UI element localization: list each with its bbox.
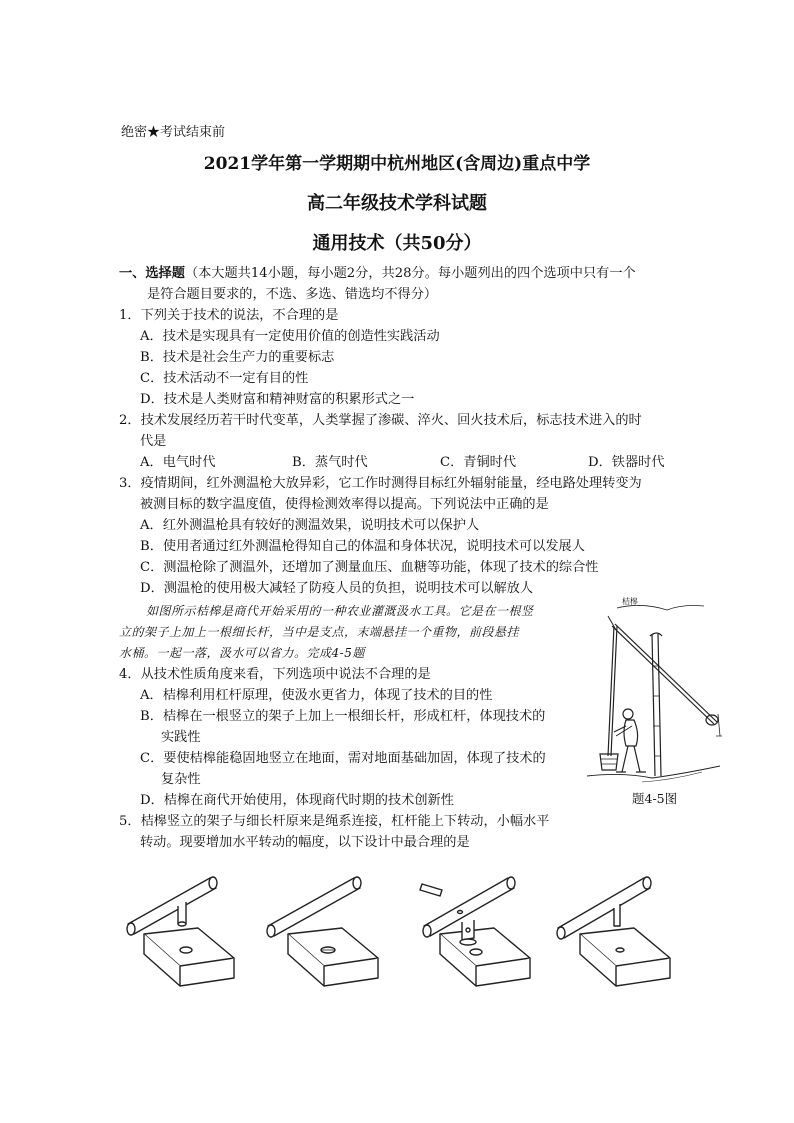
intro-line1: 如图所示桔槔是商代开始采用的一种农业灌溉汲水工具。它是在一根竖 (146, 604, 534, 618)
design-option-d-drawing (552, 870, 682, 1010)
section-title: 通用技术（共50分） (312, 233, 482, 254)
section1-label: 一、选择题 (119, 266, 185, 281)
q1-stem: 1．下列关于技术的说法，不合理的是 (119, 308, 339, 323)
q1-option-b: B．技术是社会生产力的重要标志 (140, 350, 335, 365)
q5-stem-b: 转动。现要增加水平转动的幅度，以下设计中最合理的是 (140, 835, 470, 850)
q2-option-b: B．蒸气时代 (292, 455, 368, 470)
q4-option-b-b: 实践性 (161, 730, 201, 745)
figure-label: 桔槔 (622, 597, 638, 606)
q4-stem: 4．从技术性质角度来看，下列选项中说法不合理的是 (119, 667, 431, 682)
q4-option-c-b: 复杂性 (161, 772, 201, 787)
exam-title: 2021学年第一学期期中杭州地区(含周边)重点中学 (203, 154, 591, 174)
q3-option-d: D．测温枪的使用极大减轻了防疫人员的负担，说明技术可以解放人 (140, 581, 534, 596)
q4-option-a: A．桔槔利用杠杆原理，使汲水更省力，体现了技术的目的性 (140, 688, 493, 703)
shadoof-illustration (582, 596, 722, 788)
secret-label: 绝密★考试结束前 (121, 125, 226, 140)
q1-option-d: D．技术是人类财富和精神财富的积累形式之一 (140, 392, 415, 407)
design-option-a-drawing (118, 870, 248, 1010)
design-option-c-drawing (414, 860, 544, 1010)
q1-option-c: C．技术活动不一定有目的性 (140, 371, 309, 386)
design-option-b-drawing (258, 870, 388, 1010)
q2-option-a: A．电气时代 (140, 455, 216, 470)
intro-line2: 立的架子上加上一根细长杆，当中是支点，末端悬挂一个重物，前段悬挂 (119, 625, 520, 639)
intro-line3: 水桶。一起一落，汲水可以省力。完成4-5题 (119, 646, 365, 660)
figure-caption: 题4-5图 (632, 791, 678, 806)
q3-option-a: A．红外测温枪具有较好的测温效果，说明技术可以保护人 (140, 518, 480, 533)
q2-option-d: D．铁器时代 (588, 455, 665, 470)
q4-option-b-a: B．桔槔在一根竖立的架子上加上一根细长杆，形成杠杆，体现技术的 (140, 709, 546, 724)
q3-option-c: C．测温枪除了测温外，还增加了测量血压、血糖等功能，体现了技术的综合性 (140, 560, 599, 575)
q2-stem-b: 代是 (140, 434, 167, 449)
q3-stem-a: 3．疫情期间，红外测温枪大放异彩，它工作时测得目标红外辐射能量，经电路处理转变为 (119, 476, 642, 491)
q4-option-d: D．桔槔在商代开始使用，体现商代时期的技术创新性 (140, 793, 454, 808)
section1-instruction-b: 是符合题目要求的，不选、多选、错选均不得分） (147, 287, 438, 302)
section1-instruction-a: （本大题共14小题，每小题2分，共28分。每小题列出的四个选项中只有一个 (184, 266, 636, 281)
q1-option-a: A．技术是实现具有一定使用价值的创造性实践活动 (140, 329, 440, 344)
grade-subject-title: 高二年级技术学科试题 (307, 193, 487, 214)
q4-option-c-a: C．要使桔槔能稳固地竖立在地面，需对地面基础加固，体现了技术的 (140, 751, 546, 766)
q3-stem-b: 被测目标的数字温度值，使得检测效率得以提高。下列说法中正确的是 (140, 497, 549, 512)
q3-option-b: B．使用者通过红外测温枪得知自己的体温和身体状况，说明技术可以发展人 (140, 539, 585, 554)
q5-stem-a: 5．桔槔竖立的架子与细长杆原来是绳系连接，杠杆能上下转动，小幅水平 (119, 814, 550, 829)
q2-option-c: C．青铜时代 (440, 455, 517, 470)
section1-instruction (119, 263, 636, 284)
q2-stem-a: 2．技术发展经历若干时代变革，人类掌握了渗碳、淬火、回火技术后，标志技术进入的时 (119, 413, 642, 428)
